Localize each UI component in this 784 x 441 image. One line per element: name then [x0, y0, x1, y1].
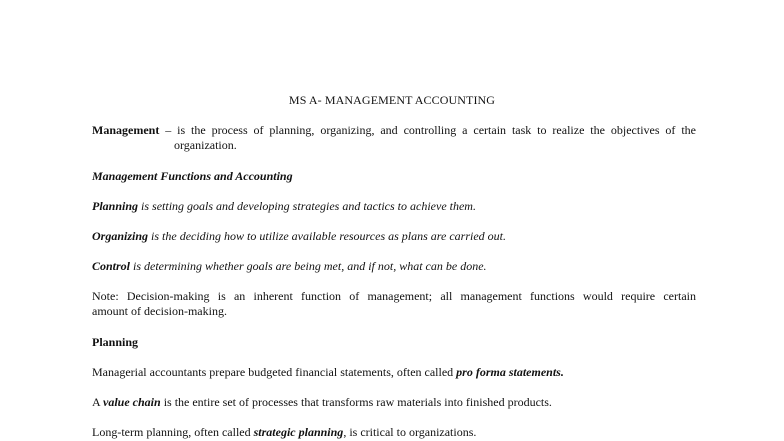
paragraph-text: A [92, 395, 104, 409]
note-line2: amount of decision-making. [92, 304, 227, 318]
function-control [92, 259, 696, 274]
function-organizing [92, 229, 696, 244]
note-line1: Note: Decision-making is an inherent function of management; all management functions would require certain [92, 289, 696, 303]
paragraph-text: , is critical to organizations. [343, 425, 477, 439]
function-planning [92, 199, 696, 214]
management-term: Management [92, 123, 160, 137]
function-term: Organizing [92, 229, 149, 243]
planning-paragraph [92, 365, 696, 380]
planning-paragraph [92, 395, 696, 410]
paragraph-text: is the entire set of processes that transforms raw materials into finished products. [160, 395, 552, 409]
function-text: is the deciding how to utilize available resources as plans are carried out. [148, 229, 506, 243]
paragraph-term: pro forma statements. [456, 365, 564, 379]
function-term: Planning [92, 199, 139, 213]
function-text: is setting goals and developing strategies and tactics to achieve them. [138, 199, 476, 213]
document-title: MS A- MANAGEMENT ACCOUNTING [288, 93, 496, 107]
planning-paragraph [92, 425, 696, 440]
management-definition-line2: organization. [174, 138, 237, 152]
paragraph-text: Long-term planning, often called [92, 425, 254, 439]
paragraph-term: strategic planning [253, 425, 344, 439]
function-text: is determining whether goals are being met, and if not, what can be done. [130, 259, 487, 273]
planning-heading: Planning [92, 335, 139, 349]
management-definition-text: – is the process of planning, organizing, and controlling a certain task to realize the objectives of the [159, 123, 696, 137]
paragraph-text: Managerial accountants prepare budgeted financial statements, often called [92, 365, 457, 379]
functions-heading: Management Functions and Accounting [92, 169, 293, 183]
paragraph-term: value chain [103, 395, 161, 409]
management-definition-line1 [92, 123, 696, 138]
function-term: Control [92, 259, 131, 273]
